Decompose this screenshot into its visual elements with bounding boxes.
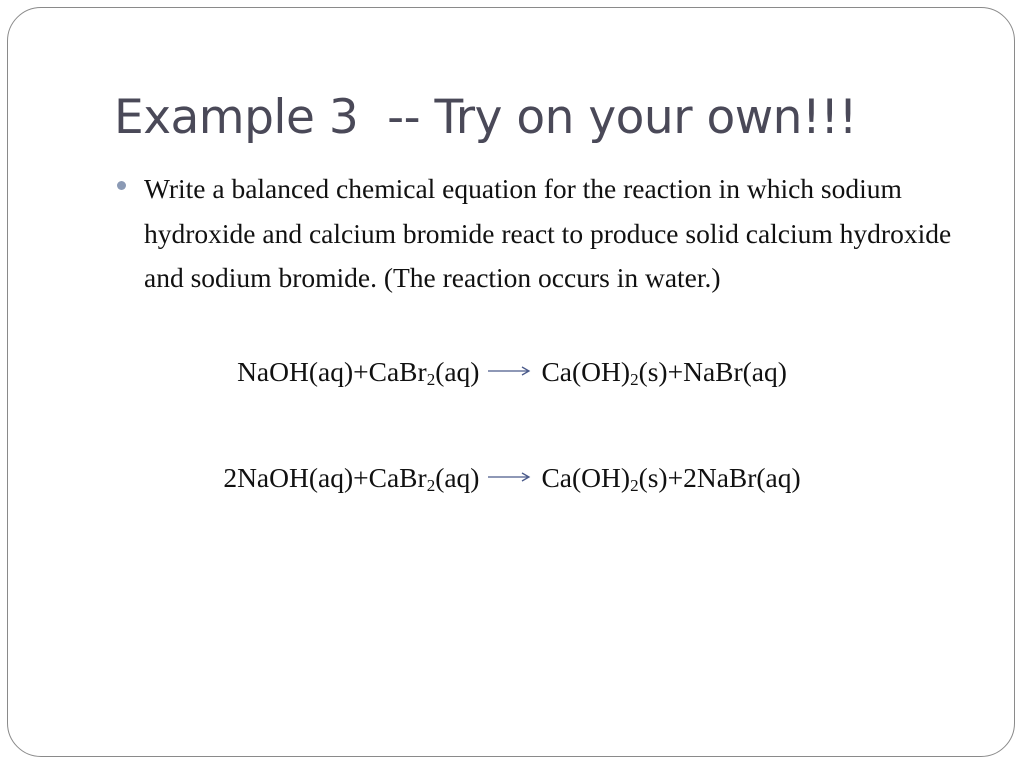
right-arrow-icon <box>487 366 531 376</box>
slide-title: Example 3 -- Try on your own!!! <box>114 90 857 145</box>
bullet-icon <box>117 181 126 190</box>
reactants-state: (aq) <box>435 356 480 387</box>
reactants-text: NaOH(aq)+CaBr <box>237 356 427 387</box>
products-state: (s)+2NaBr(aq) <box>638 462 801 493</box>
subscript: 2 <box>630 370 639 389</box>
reactants-state: (aq) <box>435 462 480 493</box>
balanced-equation <box>0 462 1024 494</box>
reactants-text: 2NaOH(aq)+CaBr <box>223 462 427 493</box>
products-text: Ca(OH) <box>541 462 631 493</box>
right-arrow-icon <box>487 472 531 482</box>
subscript: 2 <box>630 476 639 495</box>
subscript: 2 <box>426 370 436 389</box>
products-state: (s)+NaBr(aq) <box>638 356 787 387</box>
bullet-text: Write a balanced chemical equation for the reaction in which sodium hydroxide and calcium bromide react to produce solid calcium hydroxide and sodium bromide. (The reaction occurs in water.) <box>144 173 952 293</box>
unbalanced-equation <box>0 356 1024 388</box>
subscript: 2 <box>426 476 436 495</box>
products-text: Ca(OH) <box>541 356 631 387</box>
